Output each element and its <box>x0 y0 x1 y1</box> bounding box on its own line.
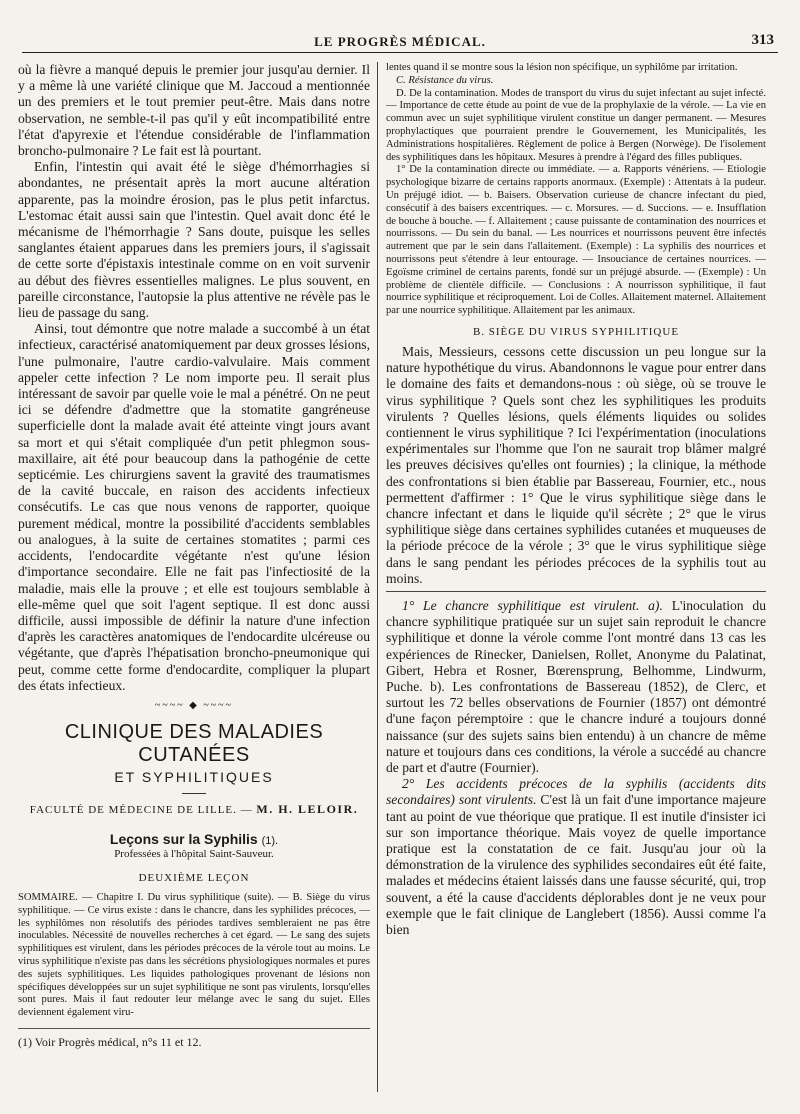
page-number: 313 <box>751 32 774 48</box>
faculty-line <box>18 802 370 817</box>
column-divider <box>377 62 378 1092</box>
paragraph-heading: 2° Les accidents précoces de la syphilis (accidents dits secondaires) sont virulents. <box>386 776 766 808</box>
paragraph: Ainsi, tout démontre que notre malade a succombé à un état infectieux, caractérisé anatomiquement par deux grosses lésions, l'une pulmonaire, l'autre cardio-valvulaire. Mais comment appeler cette infection ? Le nom importe peu. Il serait plus intéressant de savoir par quelle voie le mal a pénétré. On ne peut ici se défendre d'admettre que la stomatite gangréneuse superficielle dont la malade avait été atteinte vingt jours avant sa mort et qui s'était compliquée d'un petit phlegmon sous-maxillaire, ait été pour beaucoup dans la pathogénie de cette septicémie. Les chirurgiens savent la gravité des traumatismes de la cavité buccale, en raison des accidents infectieux consécutifs. Le cas que nous venons de rapporter, quoique purement médical, montre la possibilité d'accidents semblables ou analogues, à la suite de certaines stomatites ; parmi ces accidents, l'endocardite végétante n'est qu'une lésion d'importance secondaire. Elle ne fait pas l'infectiosité de la maladie, mais elle la prouve ; et elle est toujours semblable à elle-même quel que soit l'agent septique. Il est donc aussi difficile, aussi impossible de définir la nature d'une infection d'après les caractères anatomiques de l'endocardite ulcéreuse ou végétante, que d'après l'hépatisation broncho-pneumonique qui peut, comme cette forme d'endocardite, compliquer la plupart des états infectieux. <box>18 321 370 693</box>
left-column <box>18 62 370 1092</box>
summary: SOMMAIRE. — Chapitre I. Du virus syphilitique (suite). — B. Siège du virus syphilitique. — Ce virus existe : dans le chancre, dans les syphilides précoces, — les syphilômes non résolutifs des périodes tardives sembleraient ne pas être inoculables. Nécessité de nouvelles recherches à cet égard. — Le sang des sujets syphilitiques est virulent, dans les périodes précoces de la vérole tout au moins. Le virus syphilitique n'existe pas dans les sécrétions physiologiques normales et pures des sujets syphilitiques. Les liquides pathologiques provenant de lésions non spécifiques développées sur un sujet syphilitique ne sont pas virulents, lorsqu'elles sont pures. Mais il faut redouter leur mélange avec le sang du sujet. Elles deviennent également viru- <box>18 891 370 1019</box>
section-heading: B. SIÈGE DU VIRUS SYPHILITIQUE <box>472 325 680 338</box>
paragraph: où la fièvre a manqué depuis le premier jour jusqu'au dernier. Il y a même là une variété clinique que M. Jaccoud a mentionnée un des premiers et le tout premier peut-être. Mais dans notre observation, ne semble-t-il pas qu'il y eût incompatibilité entre l'état d'apyrexie et l'étendue considérable de l'inflammation broncho-pulmonaire ? Le fait est là pourtant. <box>18 62 370 159</box>
paragraph-text: L'inoculation du chancre syphilitique pratiquée sur un sujet sain reproduit le chancre syphilitique et donne la vérole comme l'ont montré dans 13 cas les expériences de Rinecker, Danielsen, Rollet, Anonyme du Palatinat, Gibert, Hebra et Rosner, Bœrensprung, Belhomme, Lindwurm, Puche. b). Les confrontations de Bassereau (1852), de Clerc, et surtout les 72 belles observations de Fournier (1857) ont démontré d'une façon péremptoire : que le chancre induré a toujours donné naissance (sur des sujets sains bien entendu) à un chancre de même nature et toujours dans ces conditions, la vérole a succédé au chancre de part et d'autre (Fournier). <box>386 597 766 776</box>
section-title: CLINIQUE DES MALADIES CUTANÉES <box>64 720 324 766</box>
section-ornament: ~~~~ ◆ ~~~~ <box>155 699 233 711</box>
summary-item-1: 1° De la contamination directe ou immédiate. — a. Rapports vénériens. — Etiologie psychologique bizarre de certains rapports anormaux. (Exemple) : Attentats à la pudeur. Un préjugé idiot. — b. Baisers. Observation curieuse de chancre infectant du pied, consécutif à des baisers excentriques. — c. Morsures. — d. Succions. — e. Insufflation de bouche à bouche. — f. Allaitement ; cause puissante de contamination des nourrices et nourrissons. — Du sein du banal. — Les nourrices et nourrissons peuvent être infectés autrement que par le sein dans l'allaitement. (Exemple) : La syphilis des nourrices et nourrissons peut s'étendre à leur entourage. — Insouciance de certaines nourrices. — Egoïsme criminel de certains parents, fondé sur un préjugé absurde. — (Exemple) : Un problème de clientèle difficile. — Conclusions : A nourrisson syphilitique, il faut nourrice syphilitique et réciproquement. Loi de Colles. Allaitement maternel. Allaitement par une nourrice syphilitique. Allaitement par les animaux. <box>386 164 766 317</box>
professor-name: M. H. LELOIR. <box>256 801 359 816</box>
paragraph <box>386 598 766 776</box>
footnote: (1) Voir Progrès médical, n°s 11 et 12. <box>18 1034 202 1049</box>
faculty-name: FACULTÉ DE MÉDECINE DE LILLE. — <box>29 803 253 816</box>
right-column <box>386 62 766 1092</box>
lecture-subtitle: Professées à l'hôpital Saint-Sauveur. <box>114 847 274 860</box>
journal-title: LE PROGRÈS MÉDICAL. <box>314 34 486 49</box>
lecture-footnote-ref: (1). <box>261 834 279 847</box>
paragraph: Enfin, l'intestin qui avait été le siège d'hémorrhagies si abondantes, ne présentait après la mort aucune altération apparente, pas la moindre érosion, pas le plus petit infarctus. L'estomac était aussi sain que l'intestin. Quel avait donc été le mécanisme de l'hémorrhagie ? Sans doute, puisque les selles sanglantes étaient apparues dans les premiers jours, il s'agissait de cette sorte d'épistaxis intestinale comme on en voit survenir au début des fièvres essentielles malignes. Le plus souvent, en pareille circonstance, l'autopsie la plus attentive ne révèle pas le lieu de passage du sang. <box>18 159 370 321</box>
lecture-title <box>18 831 370 847</box>
paragraph-text: C'est là un fait d'une importance majeure tant au point de vue théorique que pratique. Il est inutile d'insister ici sur son importance théorique. Mais voyez de quelle importance pratique est la constatation de ce fait. Jusqu'au jour où la démonstration de la virulence des syphilides secondaires eût été faite, malades et médecins étaient laissés dans une fausse sécurité, qui, trop souvent, a été la cause d'accidents déplorables dont je ne veux pour exemple que le fait clinique de Langlebert (1856). Aussi comme l'a bien <box>386 792 766 938</box>
paragraph: Mais, Messieurs, cessons cette discussion un peu longue sur la nature hypothétique du virus. Abandonnons le vague pour entrer dans le domaine des faits et demandons-nous : où siège, où se trouve le virus syphilitique ? Quels sont chez les syphilitiques les produits virulents ? Quelles lésions, quels éléments liquides ou solides contiennent le virus syphilitique ? Ici l'expérimentation (inoculations expérimentales sur l'homme que l'on ne saurait trop blâmer malgré les preuves décisives qu'elles ont fournies) ; la clinique, la méthode des confrontations si bien établie par Bassereau, Fournier, etc., nous permettent d'affirmer : 1° Que le virus syphilitique siège dans le chancre infectant et dans le liquide qu'il sécrète ; 2° que le virus syphilitique siège dans certaines syphilides cutanées et muqueuses de la période précoce de la vérole ; 3° que le virus syphilitique siège dans le sang pendant les périodes précoces de la syphilis tout au moins. <box>386 343 766 586</box>
margin-rule <box>386 591 766 592</box>
section-subtitle: ET SYPHILITIQUES <box>114 768 274 785</box>
summary-continued: lentes quand il se montre sous la lésion non spécifique, un syphilôme par irritation. <box>386 62 738 73</box>
paragraph <box>386 776 766 938</box>
footnote-rule <box>18 1028 370 1029</box>
summary-item-c: C. Résistance du virus. <box>396 74 494 86</box>
running-header <box>22 30 778 53</box>
summary-item-d: D. De la contamination. Modes de transport du virus du sujet infectant au sujet infecté. — Importance de cette étude au point de vue de la prophylaxie de la vérole. — La vie en commun avec un sujet syphilitique virulent constitue un danger permanent. — Mesures prophylactiques que pourraient prendre le Gouvernement, les Municipalités, les Administrations hospitalières. Règlement de police à Bergen (Norwège). De l'isolement des syphilitiques dans les hôpitaux. Mesures à prendre à l'égard des filles publiques. <box>386 87 766 163</box>
lecture-title-text: Leçons sur la Syphilis <box>109 830 258 847</box>
divider <box>182 793 206 794</box>
lecture-number: DEUXIÈME LEÇON <box>138 871 250 884</box>
paragraph-heading: 1° Le chancre syphilitique est virulent. a). <box>402 597 663 613</box>
